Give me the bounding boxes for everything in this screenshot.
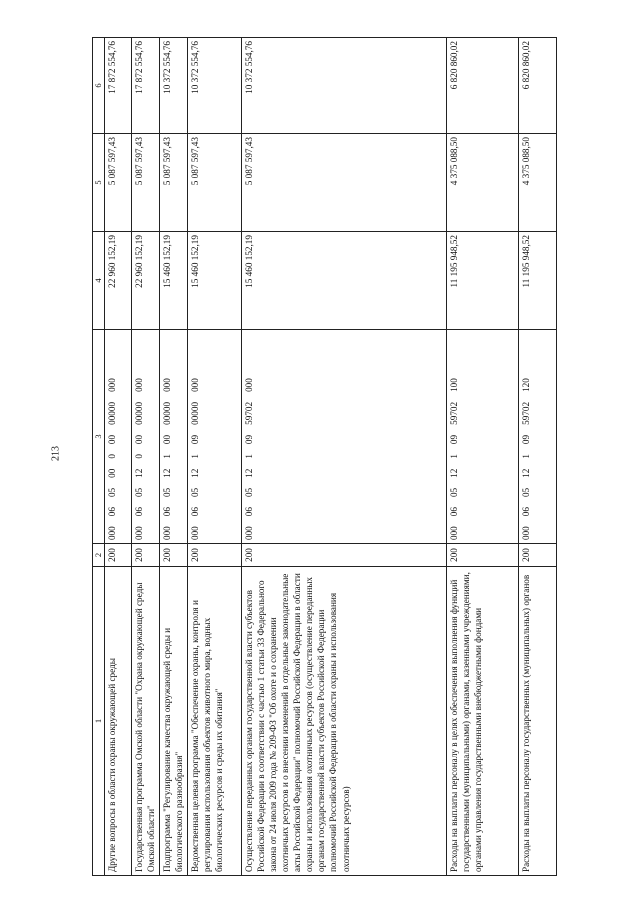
row-value-col6: 6 820 860,02	[446, 38, 518, 134]
budget-code: 09	[520, 434, 531, 445]
col-header-4: 4	[93, 232, 105, 330]
budget-code: 06	[243, 507, 254, 517]
budget-code: 000	[134, 526, 145, 540]
budget-code: 1	[520, 454, 531, 459]
budget-code: 00	[134, 434, 145, 445]
row-budget-codes	[132, 330, 159, 544]
budget-code: 000	[520, 526, 531, 540]
budget-code: 12	[134, 468, 145, 478]
row-code-col2: 200	[105, 544, 132, 567]
budget-code: 00	[161, 434, 172, 445]
budget-code: 09	[243, 434, 254, 445]
row-name: Расходы на выплаты персоналу в целях обеспечения выполнения функций государственными (муниципальными) органами, казенными учреждениями, органами управления государственными внебюджетными фондами	[446, 567, 518, 876]
budget-code: 06	[161, 507, 172, 517]
budget-code: 1	[243, 454, 254, 459]
col-header-2: 2	[93, 544, 105, 567]
budget-code: 59702	[243, 401, 254, 425]
budget-code: 000	[107, 526, 118, 540]
row-code-col2: 200	[518, 544, 556, 567]
row-value-col6: 17 872 554,76	[105, 38, 132, 134]
budget-code: 000	[161, 378, 172, 392]
budget-code: 06	[448, 507, 459, 517]
budget-code: 12	[520, 468, 531, 478]
budget-code: 06	[107, 507, 118, 517]
row-value-col6: 6 820 860,02	[518, 38, 556, 134]
row-value-col4: 15 460 152,19	[159, 232, 187, 330]
row-code-col2: 200	[187, 544, 241, 567]
row-code-col2: 200	[159, 544, 187, 567]
col-header-3: 3	[93, 330, 105, 544]
row-value-col4: 11 195 948,52	[446, 232, 518, 330]
budget-code: 000	[243, 378, 254, 392]
row-code-col2: 200	[132, 544, 159, 567]
row-code-col2: 200	[446, 544, 518, 567]
budget-code: 00000	[161, 401, 172, 425]
budget-code: 05	[448, 487, 459, 498]
col-header-6: 6	[93, 38, 105, 134]
row-name: Другие вопросы в области охраны окружающей среды	[105, 567, 132, 876]
row-value-col4: 22 960 152,19	[105, 232, 132, 330]
budget-code: 00000	[134, 401, 145, 425]
budget-code: 1	[448, 454, 459, 459]
budget-code: 06	[189, 507, 200, 517]
col-header-1: 1	[93, 567, 105, 876]
table-row	[446, 38, 518, 876]
rotated-page	[92, 38, 604, 876]
budget-code: 05	[520, 487, 531, 498]
row-value-col4: 15 460 152,19	[241, 232, 446, 330]
table-row	[105, 38, 132, 876]
row-code-col2: 200	[241, 544, 446, 567]
budget-code: 000	[134, 378, 145, 392]
row-budget-codes	[105, 330, 132, 544]
budget-code: 000	[161, 526, 172, 540]
budget-code: 12	[243, 468, 254, 478]
budget-code: 00	[107, 468, 118, 478]
row-value-col6: 10 372 554,76	[159, 38, 187, 134]
budget-code: 59702	[448, 401, 459, 425]
table-row	[241, 38, 446, 876]
budget-code: 000	[189, 526, 200, 540]
row-value-col5: 5 087 597,43	[187, 134, 241, 232]
row-value-col5: 5 087 597,43	[132, 134, 159, 232]
row-name: Осуществление переданных органам государственной власти субъектов Российской Федерации в соответствии с частью 1 статьи 33 Федерального закона от 24 июля 2009 года № 209-ФЗ "Об охоте и о сохранении охотничьих ресурсов и о внесении изменений в отдельные законодательные акты Российской Федерации" полномочий Российской Федерации в области охраны и использования охотничьих ресурсов (осуществление переданных органам государственной власти субъектов Российской Федерации полномочий Российской Федерации в области охраны и использования охотничьих ресурсов)	[241, 567, 446, 876]
table-row	[159, 38, 187, 876]
row-value-col5: 5 087 597,43	[159, 134, 187, 232]
row-value-col4: 22 960 152,19	[132, 232, 159, 330]
table-row	[132, 38, 159, 876]
row-value-col5: 4 375 088,50	[518, 134, 556, 232]
table-body	[105, 38, 556, 876]
budget-code: 00	[107, 434, 118, 445]
budget-code: 000	[189, 378, 200, 392]
row-name: Ведомственная целевая программа "Обеспечение охраны, контроля и регулирования использования объектов животного мира, водных биологических ресурсов и среды их обитания"	[187, 567, 241, 876]
row-budget-codes	[446, 330, 518, 544]
table-row	[518, 38, 556, 876]
row-value-col6: 10 372 554,76	[187, 38, 241, 134]
budget-code: 1	[161, 454, 172, 459]
row-value-col5: 4 375 088,50	[446, 134, 518, 232]
budget-code: 000	[243, 526, 254, 540]
row-value-col4: 11 195 948,52	[518, 232, 556, 330]
row-value-col5: 5 087 597,43	[241, 134, 446, 232]
budget-code: 000	[107, 378, 118, 392]
budget-code: 05	[107, 487, 118, 498]
page-number: 213	[50, 446, 62, 461]
budget-code: 0	[134, 454, 145, 459]
budget-code: 05	[161, 487, 172, 498]
budget-table	[92, 37, 557, 876]
budget-code: 00000	[189, 401, 200, 425]
row-value-col4: 15 460 152,19	[187, 232, 241, 330]
budget-code: 09	[189, 434, 200, 445]
row-value-col6: 17 872 554,76	[132, 38, 159, 134]
row-budget-codes	[518, 330, 556, 544]
budget-code: 59702	[520, 401, 531, 425]
budget-code: 12	[189, 468, 200, 478]
budget-code: 120	[520, 378, 531, 392]
row-name: Государственная программа Омской области "Охрана окружающей среды Омской области"	[132, 567, 159, 876]
budget-code: 05	[243, 487, 254, 498]
row-budget-codes	[159, 330, 187, 544]
row-name: Расходы на выплаты персоналу государственных (муниципальных) органов	[518, 567, 556, 876]
row-value-col6: 10 372 554,76	[241, 38, 446, 134]
budget-code: 12	[448, 468, 459, 478]
budget-code: 00000	[107, 401, 118, 425]
budget-code: 06	[134, 507, 145, 517]
budget-code: 1	[189, 454, 200, 459]
col-header-5: 5	[93, 134, 105, 232]
row-budget-codes	[187, 330, 241, 544]
row-name: Подпрограмма "Регулирование качества окружающей среды и биологического разнообразия"	[159, 567, 187, 876]
budget-code: 000	[448, 526, 459, 540]
budget-code: 12	[161, 468, 172, 478]
budget-code: 100	[448, 378, 459, 392]
budget-code: 05	[189, 487, 200, 498]
header-row	[93, 38, 105, 876]
budget-code: 06	[520, 507, 531, 517]
row-value-col5: 5 087 597,43	[105, 134, 132, 232]
budget-code: 0	[107, 454, 118, 459]
table-row	[187, 38, 241, 876]
row-budget-codes	[241, 330, 446, 544]
budget-code: 05	[134, 487, 145, 498]
budget-code: 09	[448, 434, 459, 445]
